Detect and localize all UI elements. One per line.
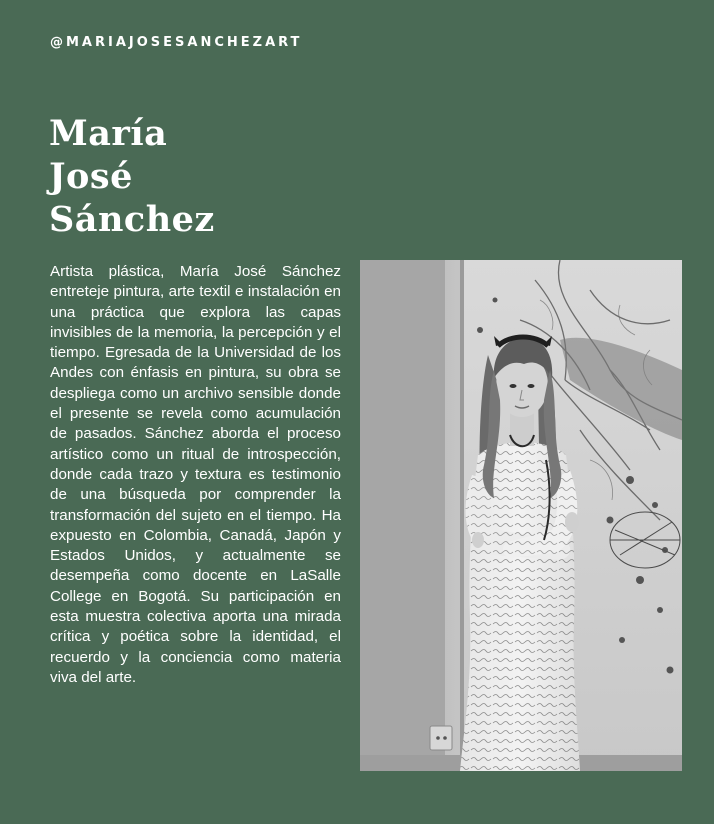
instagram-handle: @MARIAJOSESANCHEZART xyxy=(50,35,303,50)
artist-bio: Artista plástica, María José Sánchez entreteje pintura, arte textil e instalación en una práctica que explora las capas invisibles de la memoria, la percepción y el tiempo. Egresada de la Universidad de los Andes con énfasis en pintura, su obra se despliega como un archivo sensible donde el presente se revela como acumulación de pasados. Sánchez aborda el proceso artístico como un ritual de introspección, donde cada trazo y textura es testimonio de una búsqueda por comprender la transformación del sujeto en el tiempo. Ha expuesto en Colombia, Canadá, Japón y Estados Unidos, y actualmente se desempeña como docente en LaSalle College en Bogotá. Su participación en esta muestra colectiva aporta una mirada crítica y poética sobre la identidad, el recuerdo y la conciencia como materia viva del arte. xyxy=(50,263,341,686)
artist-name-line-1: María xyxy=(49,113,168,154)
artist-photo-illustration xyxy=(360,260,682,771)
artist-name-line-2: José xyxy=(49,156,133,197)
artist-name-line-3: Sánchez xyxy=(49,199,215,240)
artist-name xyxy=(49,112,215,241)
artist-photo xyxy=(360,260,682,771)
